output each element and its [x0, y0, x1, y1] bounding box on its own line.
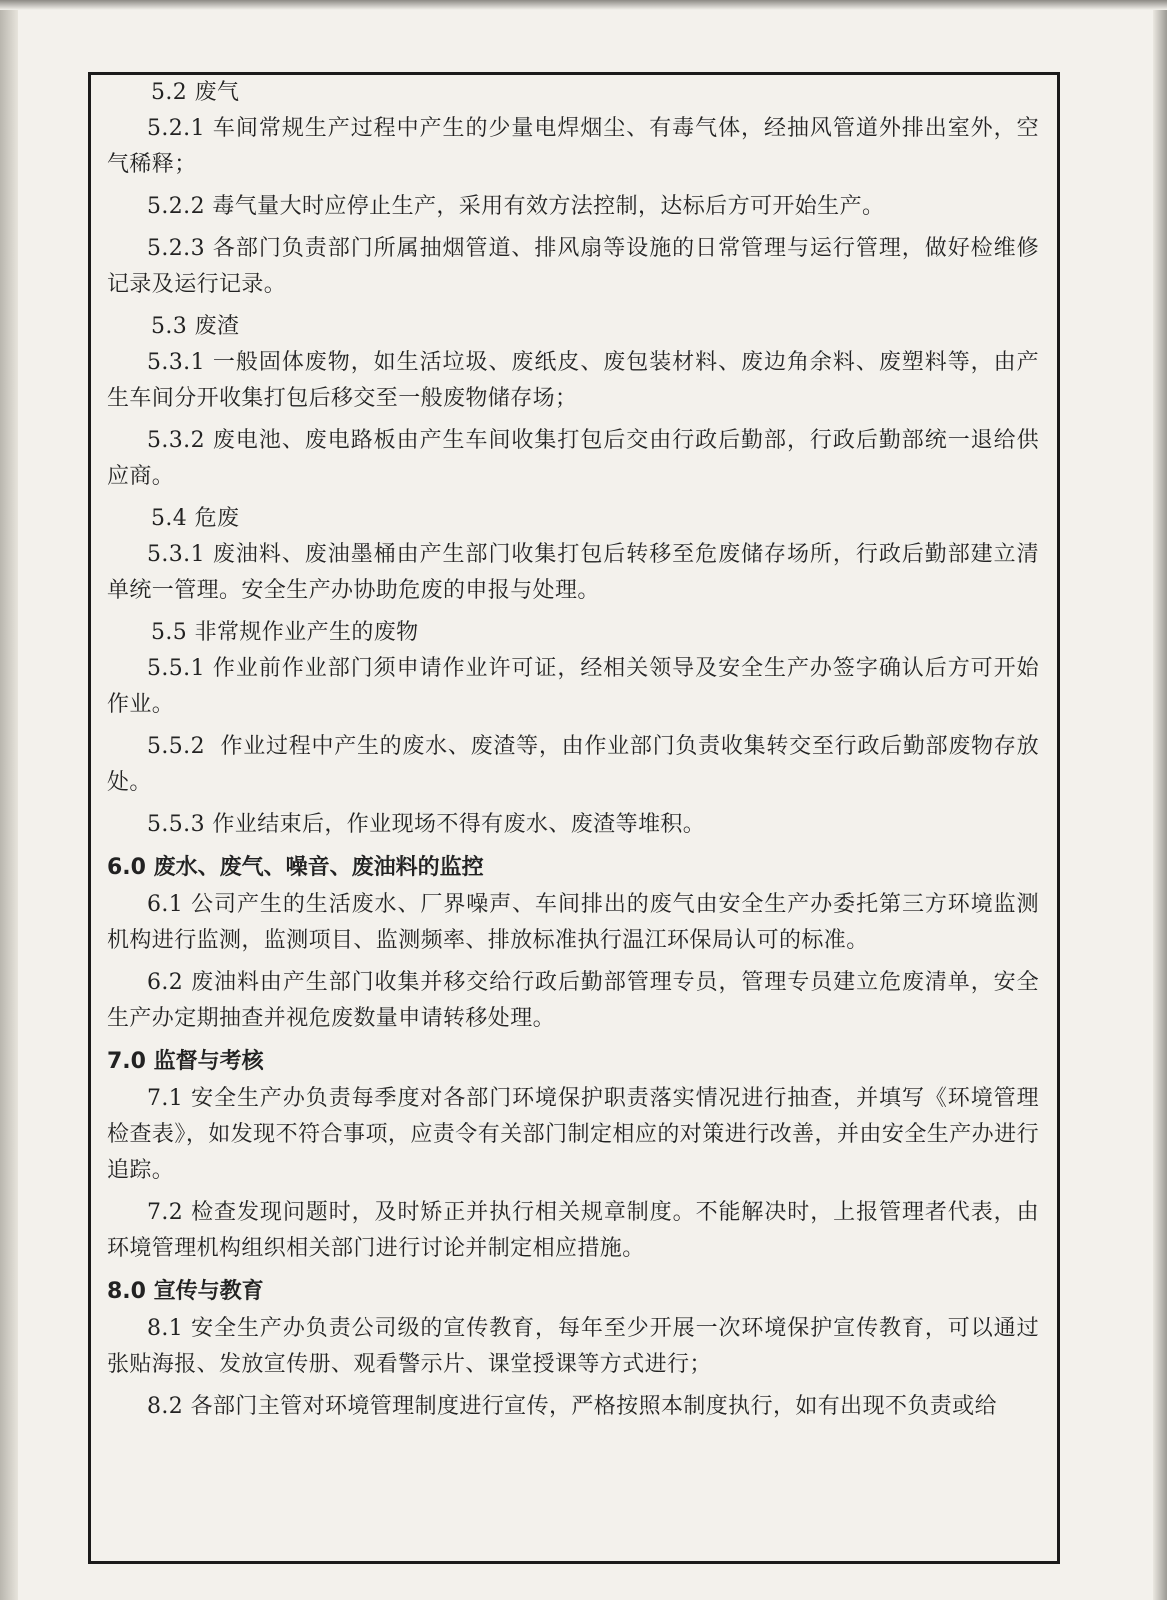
document-frame: [88, 72, 1060, 1564]
paragraph-8-2: 8.2 各部门主管对环境管理制度进行宣传，严格按照本制度执行，如有出现不负责或给: [147, 1394, 997, 1419]
scan-edge-left: [0, 0, 18, 1600]
scan-edge-top: [0, 0, 1167, 10]
paragraph-6-2: 6.2 废油料由产生部门收集并移交给行政后勤部管理专员，管理专员建立危废清单，安全生产办定期抽查并视危废数量申请转移处理。: [107, 970, 1039, 1031]
paragraph-5-2-3: 5.2.3 各部门负责部门所属抽烟管道、排风扇等设施的日常管理与运行管理，做好检维修记录及运行记录。: [107, 236, 1039, 297]
paragraph-6-1: 6.1 公司产生的生活废水、厂界噪声、车间排出的废气由安全生产办委托第三方环境监测机构进行监测，监测项目、监测频率、排放标准执行温江环保局认可的标准。: [107, 892, 1039, 953]
section-5-2-heading: 5.2 废气: [151, 80, 240, 105]
section-5-3-heading: 5.3 废渣: [151, 314, 240, 339]
section-8-heading: 8.0 宣传与教育: [107, 1279, 264, 1304]
paragraph-7-1: 7.1 安全生产办负责每季度对各部门环境保护职责落实情况进行抽查，并填写《环境管理检查表》，如发现不符合事项，应责令有关部门制定相应的对策进行改善，并由安全生产办进行追踪。: [107, 1086, 1039, 1183]
scan-edge-right: [1153, 0, 1167, 1600]
section-5-4-heading: 5.4 危废: [151, 506, 240, 531]
paragraph-5-5-1: 5.5.1 作业前作业部门须申请作业许可证，经相关领导及安全生产办签字确认后方可开始作业。: [107, 656, 1039, 717]
section-5-5-heading: 5.5 非常规作业产生的废物: [151, 620, 419, 645]
paragraph-5-2-1: 5.2.1 车间常规生产过程中产生的少量电焊烟尘、有毒气体，经抽风管道外排出室外，空气稀释；: [107, 116, 1039, 177]
paragraph-5-2-2: 5.2.2 毒气量大时应停止生产，采用有效方法控制，达标后方可开始生产。: [147, 194, 885, 219]
paragraph-5-3-2: 5.3.2 废电池、废电路板由产生车间收集打包后交由行政后勤部，行政后勤部统一退给供应商。: [107, 428, 1039, 489]
paragraph-5-4-1: 5.3.1 废油料、废油墨桶由产生部门收集打包后转移至危废储存场所，行政后勤部建立清单统一管理。安全生产办协助危废的申报与处理。: [107, 542, 1039, 603]
paragraph-5-3-1: 5.3.1 一般固体废物，如生活垃圾、废纸皮、废包装材料、废边角余料、废塑料等，由产生车间分开收集打包后移交至一般废物储存场；: [107, 350, 1039, 411]
paragraph-7-2: 7.2 检查发现问题时，及时矫正并执行相关规章制度。不能解决时，上报管理者代表，由环境管理机构组织相关部门进行讨论并制定相应措施。: [107, 1200, 1039, 1261]
paragraph-5-5-2: 5.5.2 作业过程中产生的废水、废渣等，由作业部门负责收集转交至行政后勤部废物存放处。: [107, 734, 1039, 795]
paragraph-8-1: 8.1 安全生产办负责公司级的宣传教育，每年至少开展一次环境保护宣传教育，可以通过张贴海报、发放宣传册、观看警示片、课堂授课等方式进行；: [107, 1316, 1039, 1377]
section-6-heading: 6.0 废水、废气、噪音、废油料的监控: [107, 855, 484, 880]
section-7-heading: 7.0 监督与考核: [107, 1049, 264, 1074]
paragraph-5-5-3: 5.5.3 作业结束后，作业现场不得有废水、废渣等堆积。: [147, 812, 706, 837]
